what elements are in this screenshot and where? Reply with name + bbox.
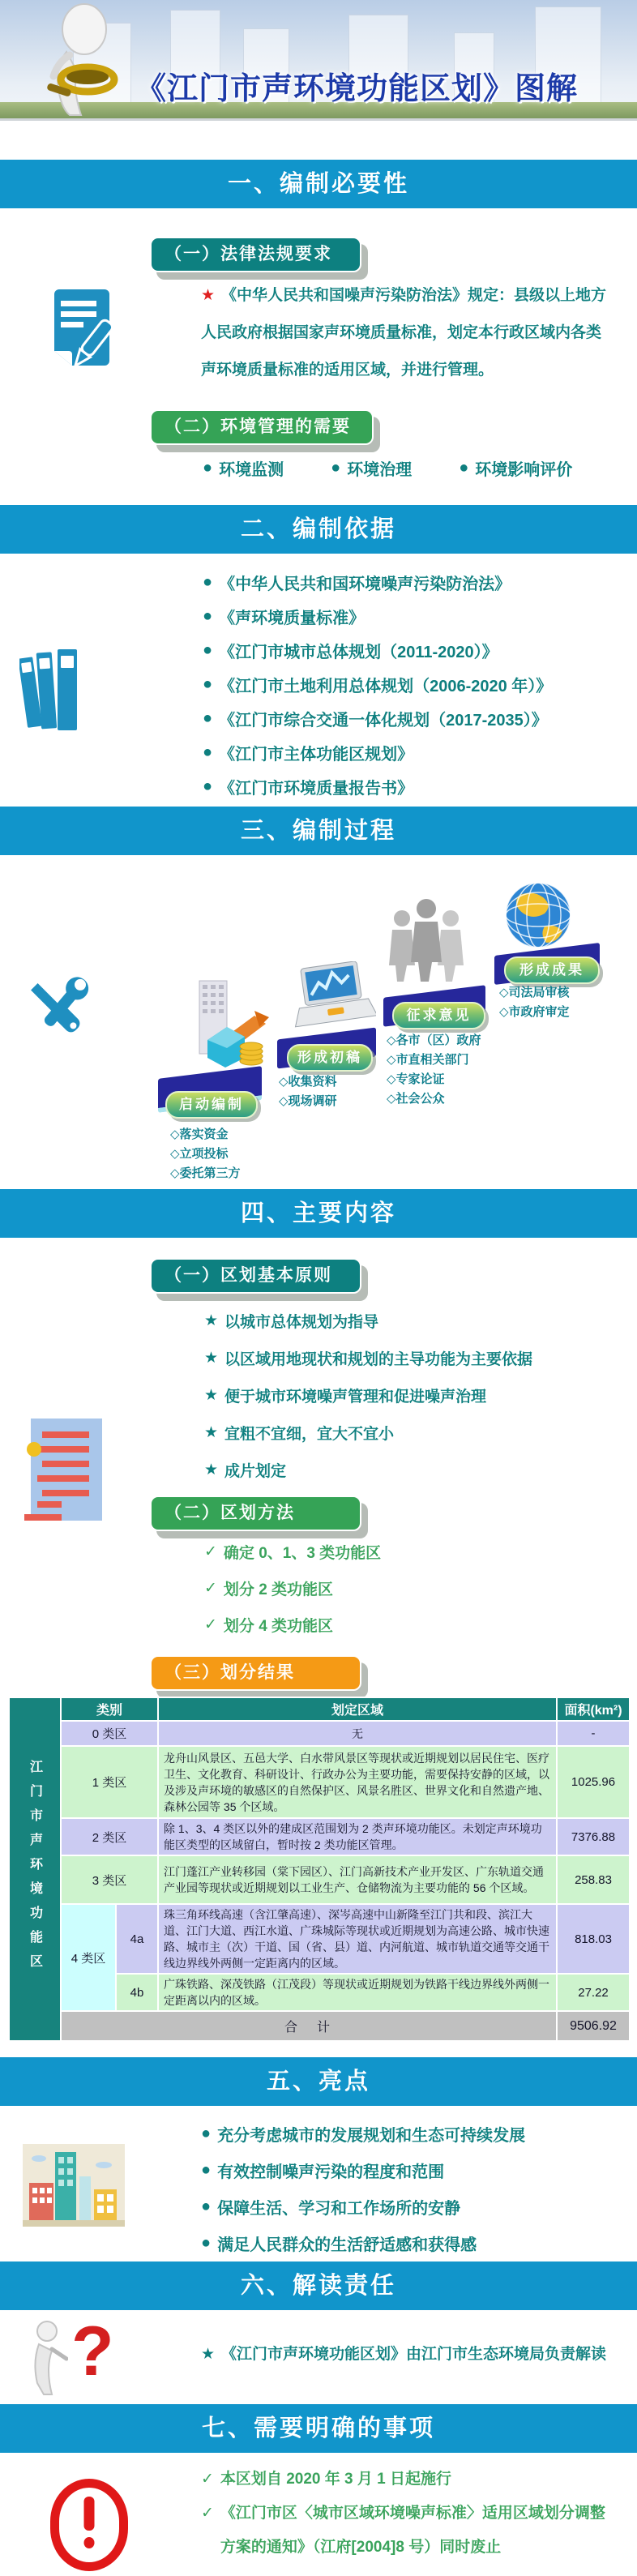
dot-icon: ●	[201, 2197, 212, 2215]
basis-list	[203, 565, 552, 803]
dot-icon: ●	[203, 777, 213, 795]
diamond-icon: ◇	[387, 1033, 396, 1047]
management-needs-list	[203, 451, 572, 485]
list-item: ★ 便于城市环境噪声管理和促进噪声治理	[204, 1386, 487, 1406]
diamond-icon: ◇	[170, 1166, 180, 1180]
star-icon: ★	[201, 2346, 216, 2363]
list-item: ● 《声环境质量标准》	[203, 606, 366, 627]
law-text: 《中华人民共和国噪声污染防治法》规定：县级以上地方人民政府根据国家声环境质量标准，划定本行政区域内各类声环境质量标准的适用区域，并进行管理。	[201, 287, 607, 379]
banner-section1: 一、编制必要性	[0, 160, 637, 208]
dot-icon: ●	[203, 674, 213, 693]
step-pill-4: 形成成果	[504, 956, 600, 984]
banner-section5: 五、亮点	[0, 2057, 637, 2106]
dot-icon: ●	[203, 572, 213, 591]
list-item: ✓ 划分 4 类功能区	[204, 1616, 334, 1635]
list-item: ◇市政府审定	[499, 1005, 570, 1019]
col-header-area: 面积(km²)	[557, 1697, 630, 1721]
list-item: ● 环境治理	[331, 458, 413, 479]
exclamation-bar	[84, 2497, 95, 2531]
check-icon: ✓	[204, 1616, 217, 1633]
diamond-icon: ◇	[387, 1072, 396, 1086]
subheader-methods: （二）区划方法	[150, 1496, 361, 1531]
star-icon: ★	[204, 1386, 219, 1404]
diamond-icon: ◇	[499, 1005, 509, 1019]
table-row: 1 类区 龙舟山风景区、五邑大学、白水带风景区等现状或近期规划以居民住宅、医疗卫生、文化教育、科研设计、行政办公为主要功能，需要保持安静的区域，以及涉及声环境的敏感区的自然保护区、风景名胜区、世界文化和自然遗产地、森林公园等 35 个区域。 1025.96	[9, 1746, 630, 1818]
list-item: ◇各市（区）政府	[387, 1033, 481, 1047]
list-item: ● 有效控制噪声污染的程度和范围	[201, 2161, 445, 2181]
check-icon: ✓	[204, 1543, 217, 1560]
dot-icon: ●	[203, 708, 213, 727]
diamond-icon: ◇	[279, 1075, 289, 1089]
dot-icon: ●	[203, 458, 213, 477]
diamond-icon: ◇	[279, 1094, 289, 1108]
dot-icon: ●	[459, 458, 469, 477]
law-paragraph	[201, 277, 616, 389]
dot-icon: ●	[203, 606, 213, 625]
list-item: ◇市直相关部门	[387, 1053, 469, 1067]
list-item: ● 《中华人民共和国环境噪声污染防治法》	[203, 572, 511, 593]
step-pill-3: 征求意见	[392, 1002, 485, 1029]
star-icon: ★	[204, 1461, 219, 1478]
dot-icon: ●	[201, 2125, 212, 2142]
dot-icon: ●	[201, 2234, 212, 2252]
methods-list	[204, 1534, 381, 1643]
step-2-items	[279, 1072, 337, 1111]
list-item: ● 《江门市城市总体规划（2011-2020）》	[203, 640, 498, 661]
subheader-law-requirement: （一）法律法规要求	[150, 237, 361, 272]
highlights-list	[201, 2116, 525, 2261]
principles-list	[204, 1302, 532, 1488]
banner-section3: 三、编制过程	[0, 807, 637, 855]
list-item: ✓ 划分 2 类功能区	[204, 1580, 334, 1598]
subheader-management-need: （二）环境管理的需要	[150, 409, 374, 445]
step-pill-2: 形成初稿	[287, 1044, 373, 1072]
table-row: 4b 广珠铁路、深茂铁路（江茂段）等现状或近期规划为铁路干线边界线外两侧一定距离以内的区域。 27.22	[9, 1974, 630, 2011]
city-illustration-icon	[23, 2144, 125, 2227]
globe-icon	[502, 879, 574, 951]
list-item: ★ 宜粗不宜细，宜大不宜小	[204, 1423, 395, 1443]
list-item: ● 满足人民群众的生活舒适感和获得感	[201, 2234, 477, 2254]
diamond-icon: ◇	[170, 1128, 180, 1141]
books-icon	[19, 643, 83, 736]
tools-icon	[18, 970, 99, 1051]
subheader-principles: （一）区划基本原则	[150, 1258, 361, 1294]
list-item: ● 《江门市土地利用总体规划（2006-2020 年）》	[203, 674, 553, 695]
figure-shape	[31, 2320, 68, 2398]
table-side-label: 江门市声环境功能区	[9, 1697, 61, 2041]
interpretation-line: ★ 《江门市声环境功能区划》由江门市生态环境局负责解读	[201, 2343, 606, 2367]
exclamation-dot	[84, 2537, 95, 2548]
list-item: ● 环境影响评价	[459, 458, 573, 479]
subheader-results: （三）划分结果	[150, 1655, 361, 1691]
list-item: ● 《江门市环境质量报告书》	[203, 777, 414, 798]
list-item: ★ 以区域用地现状和规划的主导功能为主要依据	[204, 1349, 533, 1368]
table-header-row	[9, 1697, 630, 1721]
dot-icon: ●	[203, 640, 213, 659]
people-icon	[387, 897, 465, 982]
list-item: ◇收集资料	[279, 1075, 337, 1089]
check-icon: ✓	[201, 2471, 214, 2488]
checklist-icon	[24, 1417, 105, 1524]
list-item: ◇社会公众	[387, 1092, 445, 1106]
question-figure-icon	[31, 2313, 120, 2398]
check-icon: ✓	[201, 2505, 214, 2522]
list-item: ◇立项投标	[170, 1147, 229, 1161]
diamond-icon: ◇	[387, 1092, 396, 1106]
clarifications-list	[201, 2463, 622, 2565]
col-header-region: 划定区域	[158, 1697, 557, 1721]
step-3-items	[387, 1031, 481, 1109]
process-staircase	[0, 855, 637, 1187]
banner-section6: 六、解读责任	[0, 2261, 637, 2310]
dot-icon: ●	[203, 742, 213, 761]
zoning-result-table	[8, 1697, 631, 2042]
table-row: 2 类区 除 1、3、4 类区以外的建成区范围划为 2 类声环境功能区。未划定声环境功能区类型的区域留白，暂时按 2 类功能区管理。 7376.88	[9, 1818, 630, 1855]
list-item: ✓ 《江门市区〈城市区域环境噪声标准〉适用区域划分调整方案的通知》（江府[2004]8 号）同时废止	[201, 2497, 622, 2565]
buildings-coins-icon	[191, 977, 272, 1070]
table-row: 4 类区 4a 珠三角环线高速（含江肇高速）、深岑高速中山新隆至江门共和段、滨江大道、江门大道、西江水道、广珠城际等现状或近期规划为高速公路、城市快速路、城市主（次）干道、国（省、县）道、内河航道、城市轨道交通等交通干线边界线外两侧一定距离内的区域。 818.03	[9, 1904, 630, 1974]
dot-icon: ●	[201, 2161, 212, 2179]
mascot-magnifier-figure	[34, 2, 131, 118]
diamond-icon: ◇	[499, 986, 509, 999]
list-item: ● 充分考虑城市的发展规划和生态可持续发展	[201, 2125, 526, 2145]
hero-header	[0, 0, 637, 121]
list-item: ◇委托第三方	[170, 1166, 241, 1180]
step-1-items	[170, 1125, 241, 1183]
list-item: ◇专家论证	[387, 1072, 445, 1086]
list-item: ● 环境监测	[203, 458, 284, 479]
page-title: 《江门市声环境功能区划》图解	[135, 72, 578, 106]
dot-icon: ●	[331, 458, 341, 477]
total-value: 9506.92	[557, 2011, 630, 2041]
diamond-icon: ◇	[170, 1147, 180, 1161]
check-icon: ✓	[204, 1580, 217, 1597]
list-item: ◇司法局审核	[499, 986, 570, 999]
question-mark-glyph: ?	[71, 2313, 114, 2390]
step-pill-1: 启动编制	[165, 1091, 258, 1119]
table-row: 0 类区 无 -	[9, 1721, 630, 1746]
laptop-icon	[290, 961, 376, 1034]
list-item: ◇落实资金	[170, 1128, 229, 1141]
list-item: ● 《江门市综合交通一体化规划（2017-2035）》	[203, 708, 548, 730]
list-item: ★ 成片划定	[204, 1461, 287, 1480]
table-total-row	[9, 2011, 630, 2041]
col-header-category: 类别	[61, 1697, 158, 1721]
banner-section7: 七、需要明确的事项	[0, 2404, 637, 2453]
banner-section2: 二、编制依据	[0, 505, 637, 554]
list-item: ★ 以城市总体规划为指导	[204, 1312, 379, 1331]
star-icon: ★	[201, 287, 216, 304]
total-label: 合 计	[61, 2011, 557, 2041]
banner-section4: 四、主要内容	[0, 1189, 637, 1238]
list-item: ✓ 确定 0、1、3 类功能区	[204, 1543, 382, 1562]
step-4-items	[499, 983, 570, 1022]
exclamation-icon	[50, 2479, 128, 2571]
star-icon: ★	[204, 1312, 219, 1329]
list-item: ● 保障生活、学习和工作场所的安静	[201, 2197, 461, 2218]
document-pen-icon	[36, 286, 124, 377]
diamond-icon: ◇	[387, 1053, 396, 1067]
list-item: ✓ 本区划自 2020 年 3 月 1 日起施行	[201, 2463, 622, 2497]
list-item: ◇现场调研	[279, 1094, 337, 1108]
table-row: 3 类区 江门蓬江产业转移园（棠下园区）、江门高新技术产业开发区、广东轨道交通产业园等现状或近期规划以工业生产、仓储物流为主要功能的 56 个区域。 258.83	[9, 1855, 630, 1904]
star-icon: ★	[204, 1423, 219, 1441]
star-icon: ★	[204, 1349, 219, 1367]
list-item: ● 《江门市主体功能区规划》	[203, 742, 414, 764]
